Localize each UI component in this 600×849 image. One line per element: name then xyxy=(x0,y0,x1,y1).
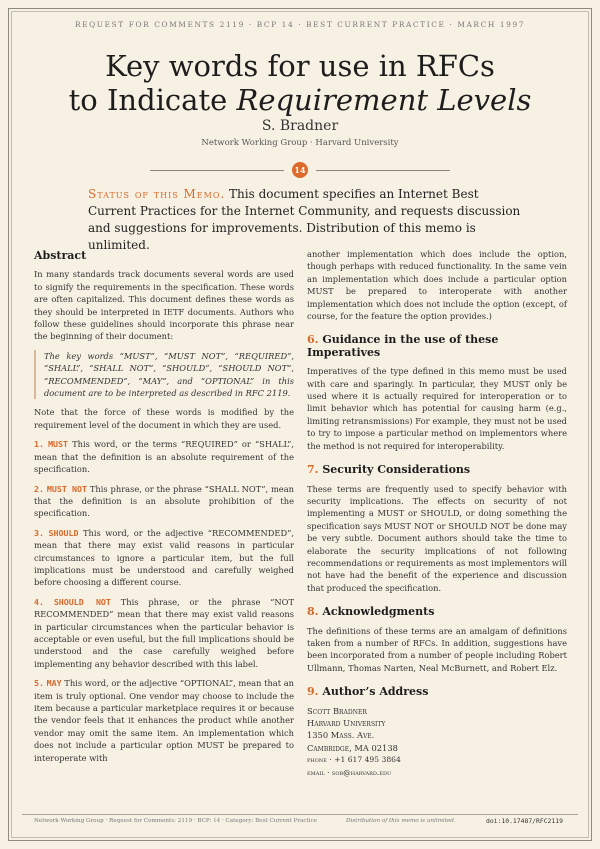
section-number: 9. xyxy=(307,685,319,699)
definition-number: 4. xyxy=(34,596,44,607)
status-memo xyxy=(88,186,528,254)
keyword-should-not: SHOULD NOT xyxy=(53,596,111,607)
definition-text: This word, or the terms “REQUIRED” or “SHALL”, mean that the definition is an absolute requirement of the specification. xyxy=(34,439,295,475)
status-text: This document specifies an Internet Best Current Practices for the Internet Community, and requests discussion and suggestions for improvements. Distribution of this memo is unlimited. xyxy=(88,187,521,252)
abstract-heading: Abstract xyxy=(34,249,87,262)
definition-should-not xyxy=(34,596,294,670)
section-title: Security Considerations xyxy=(322,463,471,477)
section-8-text: The definitions of these terms are an amalgam of definitions taken from a number of RFCs. In addition, suggestions have been incorporated from a number of people including Robert Ullmann, Thomas Narten, Neal McBurnett, and Robert Elz. xyxy=(307,625,567,673)
address-street: 1350 Mass. Ave. xyxy=(307,730,375,741)
footer-rule xyxy=(22,814,578,815)
section-6-text: Imperatives of the type defined in this memo must be used with care and sparingly. In particular, they MUST only be used where it is actually required for interoperation or to limit behavior which has potential for causing harm (e.g., limiting retransmissions) For example, they must not be used to try to impose a particular method on implementors where the method is not required for interoperability. xyxy=(307,366,567,451)
author-name: S. Bradner xyxy=(261,118,339,134)
keyword-should: SHOULD xyxy=(48,527,79,538)
definition-should xyxy=(34,527,294,589)
definition-number: 1. xyxy=(34,439,44,450)
status-label: Status of this Memo. xyxy=(88,187,226,201)
definition-number: 2. xyxy=(34,483,44,494)
definition-may xyxy=(34,677,294,764)
definition-text: This phrase, or the phrase “SHALL NOT”, mean that the definition is an absolute prohibition of the specification. xyxy=(34,483,295,519)
definition-text: This word, or the adjective “RECOMMENDED”, mean that there may exist valid reasons in particular circumstances to ignore a particular item, but the full implications must be understood and carefully weighed before choosing a different course. xyxy=(34,527,295,588)
section-9-heading xyxy=(307,686,567,698)
title-line-1: Key words for use in RFCs xyxy=(105,49,495,83)
address-name: Scott Bradner xyxy=(307,705,367,716)
author-address xyxy=(307,705,567,779)
boilerplate-quote: The key words “MUST”, “MUST NOT”, “REQUIRED”, “SHALL”, “SHALL NOT”, “SHOULD”, “SHOULD NOT”, “RECOMMENDED”, “MAY”, and “OPTIONAL” in this document are to be interpreted as described in RFC 2119. xyxy=(34,350,294,400)
abstract-paragraph-1: In many standards track documents several words are used to signify the requirements in the specification. These words are often capitalized. This document defines these words as they should be interpreted in IETF documents. Authors who follow these guidelines should incorporate this phrase near the beginning of their document: xyxy=(34,269,294,342)
definition-must-not xyxy=(34,483,294,520)
address-phone: phone · +1 617 495 3864 xyxy=(307,755,401,765)
may-continuation: another implementation which does include the option, though perhaps with reduced functionality. In the same vein an implementation which does include a particular option MUST be prepared to interoperate with another implementation which does not include the option (except, of course, for the feature the option provides.) xyxy=(307,249,567,322)
address-org: Harvard University xyxy=(307,718,386,728)
affiliation: Network Working Group · Harvard University xyxy=(201,138,399,148)
title-line-2 xyxy=(20,84,580,117)
section-8-heading xyxy=(307,606,567,618)
badge-rule-left xyxy=(150,170,284,171)
keyword-must-not: MUST NOT xyxy=(46,483,88,494)
footer-left: Network Working Group · Request for Comments: 2119 · BCP: 14 · Category: Best Current Practice xyxy=(34,818,318,824)
section-number: 7. xyxy=(307,463,319,477)
section-number: 6. xyxy=(307,333,319,347)
address-email[interactable]: email · sob@harvard.edu xyxy=(307,767,392,777)
keyword-may: MAY xyxy=(46,678,62,689)
section-6-heading xyxy=(307,334,567,359)
definition-must xyxy=(34,438,294,475)
section-7-text: These terms are frequently used to specify behavior with security implications. The effects on security of not implementing a MUST or SHOULD, or doing something the specification says MUST NOT or SHOULD NOT be done may be very subtle. Document authors should take the time to elaborate the security implications of not following recommendations or requirements as most implementors will not have had the benefit of the experience and discussion that produced the specification. xyxy=(307,483,567,593)
right-column xyxy=(307,248,567,779)
abstract-paragraph-2: Note that the force of these words is modified by the requirement level of the document in which they are used. xyxy=(34,407,294,430)
definition-number: 5. xyxy=(34,678,44,689)
definition-text: This word, or the adjective “OPTIONAL”, mean that an item is truly optional. One vendor may choose to include the item because a particular marketplace requires it or because the vendor feels that it enhances the product while another vendor may omit the same item. An implementation which does not include a particular option MUST be prepared to interoperate with xyxy=(34,678,295,763)
badge-rule-right xyxy=(316,170,450,171)
title-line-2-prefix: to Indicate xyxy=(68,83,237,117)
address-city: Cambridge, MA 02138 xyxy=(307,742,398,753)
footer-middle: Distribution of this memo is unlimited. xyxy=(346,818,456,824)
section-number: 8. xyxy=(307,605,319,619)
section-title: Author’s Address xyxy=(322,685,429,699)
keyword-must: MUST xyxy=(48,439,69,450)
bcp-badge: 14 xyxy=(292,162,308,178)
definition-text: This phrase, or the phrase “NOT RECOMMENDED” mean that there may exist valid reasons in particular circumstances when the particular behavior is acceptable or even useful, but the full implications should be understood and the case carefully weighed before implementing any behavior described with this label. xyxy=(34,596,295,669)
footer-doi[interactable]: doi:10.17487/RFC2119 xyxy=(486,817,563,825)
section-title: Guidance in the use of these Imperatives xyxy=(307,333,499,359)
left-column xyxy=(34,248,294,771)
section-title: Acknowledgments xyxy=(322,605,435,619)
definition-number: 3. xyxy=(34,527,44,538)
section-7-heading xyxy=(307,464,567,476)
title-line-2-italic: Requirement Levels xyxy=(236,83,532,117)
series-header: REQUEST FOR COMMENTS 2119 · BCP 14 · BEST CURRENT PRACTICE · MARCH 1997 xyxy=(74,20,526,29)
